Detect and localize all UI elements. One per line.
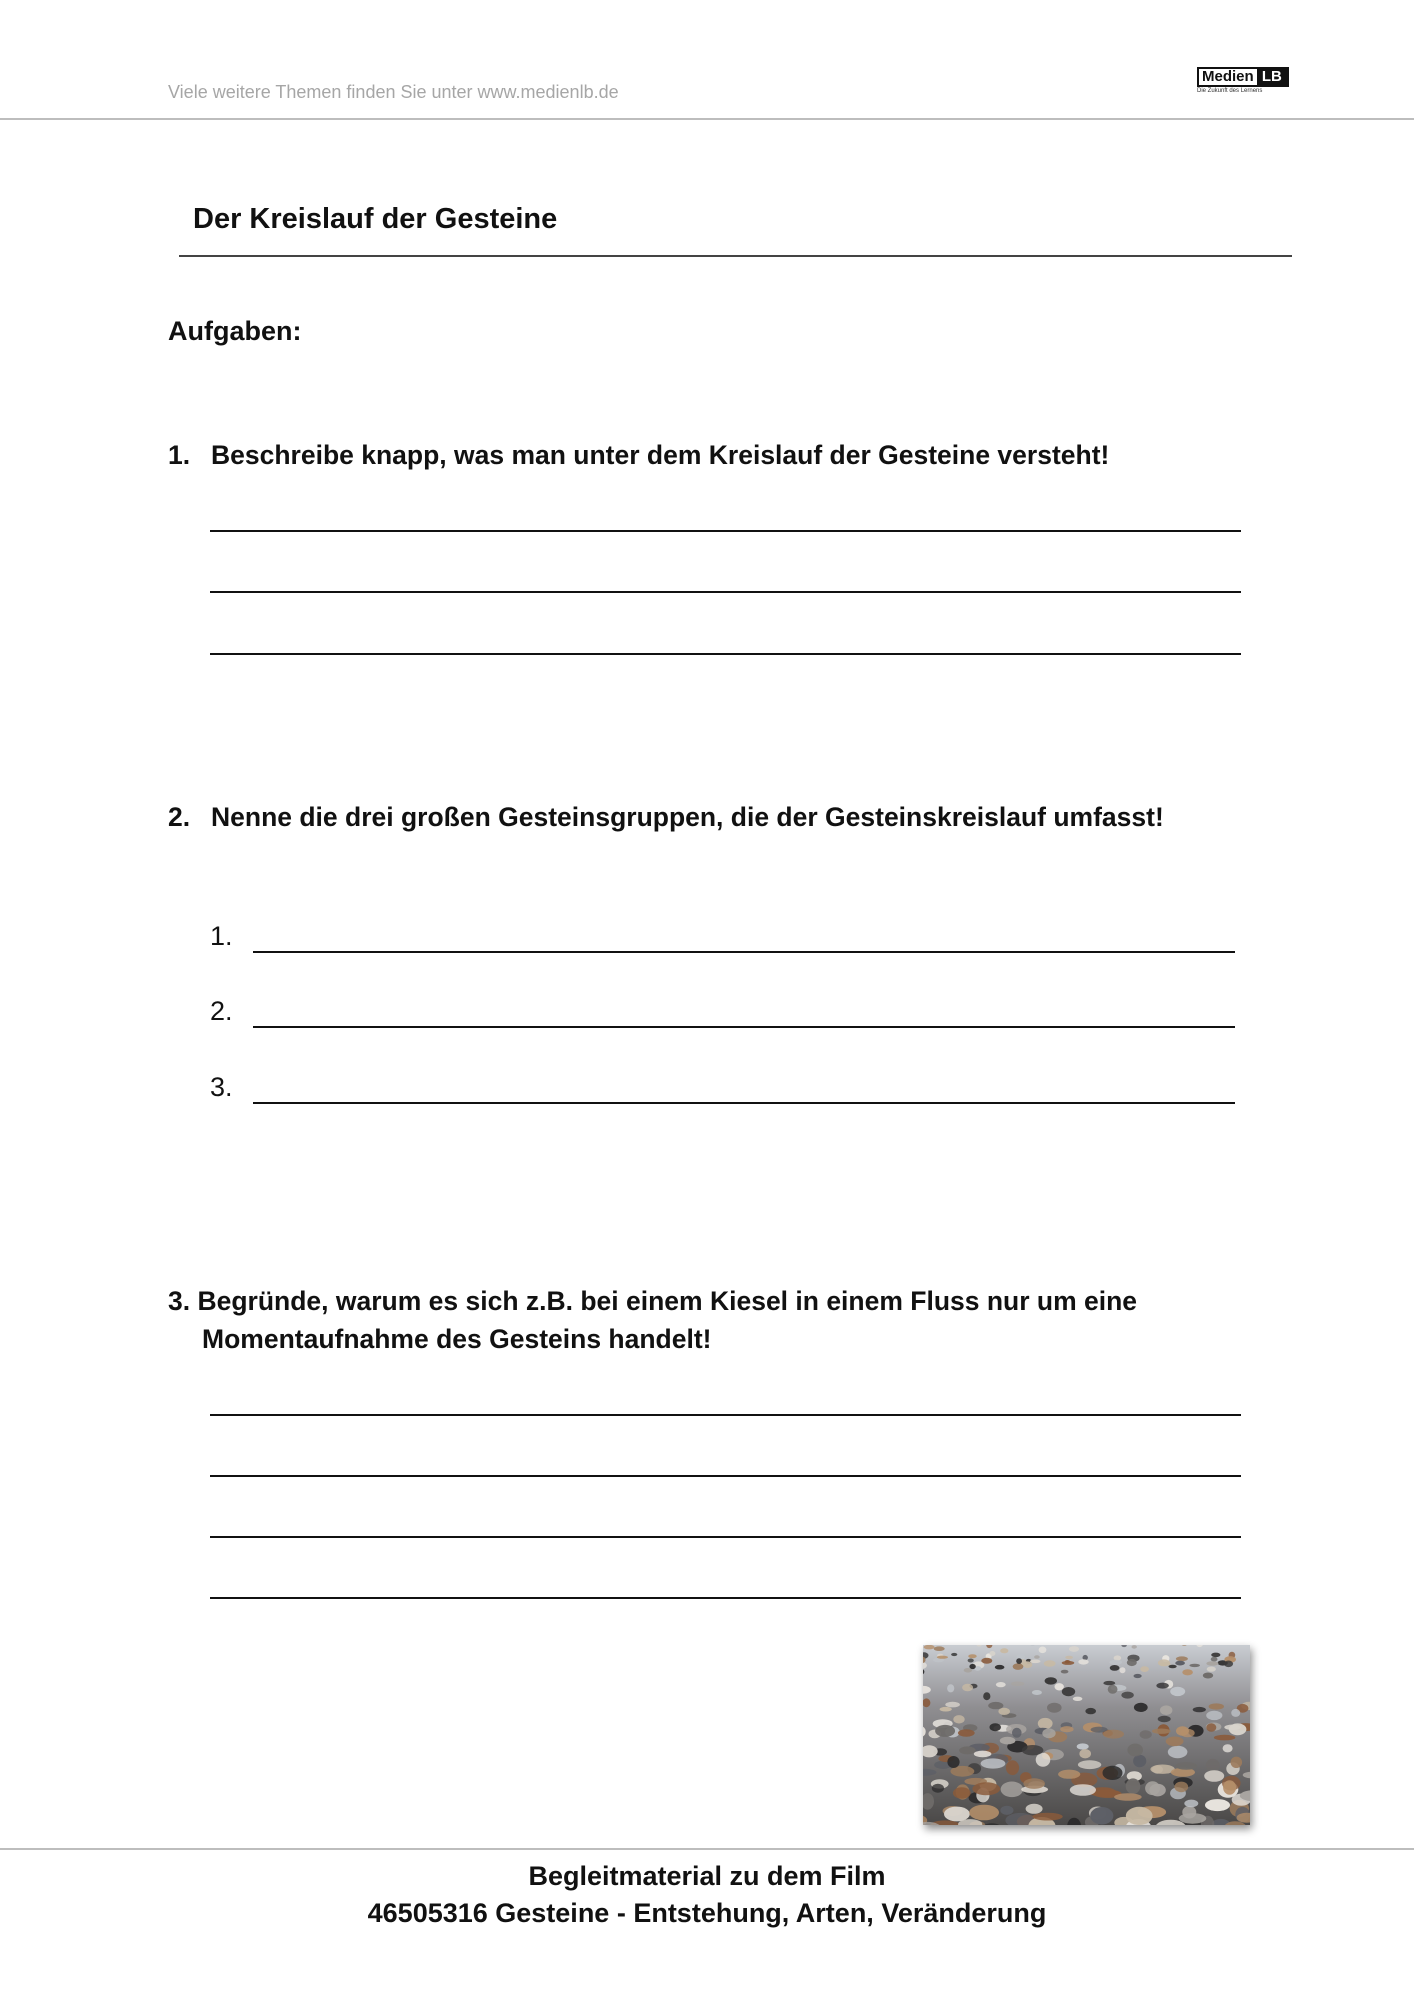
pebble-shape [1127, 1744, 1143, 1757]
answer-line[interactable] [210, 653, 1241, 655]
pebble-shape [1110, 1665, 1120, 1671]
pebble-shape [1205, 1799, 1230, 1811]
pebble-shape [1176, 1726, 1189, 1735]
header-website-text: Viele weitere Themen finden Sie unter www.medienlb.de [168, 82, 619, 102]
pebble-shape [1055, 1683, 1064, 1690]
pebble-shape [1203, 1673, 1213, 1679]
pebble-shape [959, 1746, 976, 1754]
pebble-shape [1085, 1708, 1096, 1714]
pebble-shape [1120, 1667, 1126, 1673]
pebble-shape [1032, 1690, 1042, 1695]
pebble-shape [1207, 1667, 1216, 1672]
pebble-shape [1224, 1661, 1233, 1668]
answer-line[interactable] [210, 1536, 1241, 1538]
pebble-shape [1013, 1663, 1024, 1670]
pebble-shape [1034, 1655, 1040, 1659]
pebble-shape [1030, 1660, 1041, 1664]
pebble-shape [1140, 1730, 1152, 1739]
pebble-shape [1022, 1745, 1044, 1755]
answer-line[interactable] [253, 1102, 1235, 1104]
pebble-shape [1058, 1770, 1080, 1779]
pebble-shape [1033, 1813, 1063, 1821]
pebble-shape [1061, 1670, 1069, 1674]
pebbles-photo [923, 1645, 1250, 1825]
pebble-shape [945, 1702, 960, 1708]
question-2-number: 2. [168, 802, 191, 832]
logo-medien-text: Medien [1199, 69, 1257, 85]
pebble-shape [1132, 1645, 1137, 1649]
pebble-shape [1000, 1648, 1008, 1653]
pebble-shape [1062, 1687, 1075, 1696]
pebble-shape [1168, 1746, 1188, 1758]
pebble-shape [924, 1645, 935, 1649]
pebble-shape [1184, 1800, 1198, 1808]
pebble-shape [1038, 1718, 1053, 1729]
pebble-shape [1065, 1660, 1070, 1663]
footer-line-2: 46505316 Gesteine - Entstehung, Arten, Veränderung [367, 1898, 1047, 1928]
pebble-shape [1134, 1674, 1142, 1678]
answer-line[interactable] [210, 1414, 1241, 1416]
pebble-shape [1160, 1705, 1172, 1715]
pebble-shape [1000, 1806, 1013, 1815]
pebble-shape [1209, 1703, 1224, 1709]
pebble-shape [1114, 1793, 1142, 1801]
pebble-shape [1079, 1749, 1091, 1758]
pebble-shape [983, 1692, 990, 1700]
pebble-shape [1042, 1728, 1055, 1738]
pebble-shape [1103, 1730, 1124, 1739]
pebble-shape [1077, 1743, 1089, 1749]
pebble-shape [968, 1654, 976, 1658]
pebble-shape [1166, 1737, 1184, 1747]
pebble-shape [1158, 1716, 1171, 1722]
pebble-shape [940, 1707, 952, 1712]
answer-line[interactable] [210, 1475, 1241, 1477]
question-3-text-line1: Begründe, warum es sich z.B. bei einem Kiesel in einem Fluss nur um eine [197, 1286, 1138, 1316]
pebble-shape [1047, 1703, 1062, 1713]
pebble-shape [962, 1684, 973, 1691]
pebble-shape [1103, 1681, 1115, 1685]
pebble-shape [1108, 1685, 1118, 1694]
pebble-shape [1001, 1782, 1024, 1798]
pebble-shape [1145, 1781, 1160, 1795]
pebble-shape [1012, 1728, 1022, 1738]
pebble-shape [1214, 1735, 1235, 1741]
logo-lb-text: LB [1257, 69, 1287, 85]
pebble-shape [1182, 1669, 1193, 1675]
pebble-shape [1006, 1760, 1019, 1775]
pebble-shape [1158, 1659, 1170, 1666]
pebble-shape [1189, 1664, 1200, 1667]
pebble-shape [932, 1784, 944, 1793]
pebble-shape [1103, 1766, 1123, 1780]
pebble-shape [1065, 1656, 1073, 1659]
pebble-shape [998, 1708, 1010, 1715]
answer-item-number: 1. [210, 921, 233, 951]
pebble-shape [1026, 1804, 1043, 1814]
pebble-shape [1134, 1703, 1148, 1712]
pebble-shape [1109, 1660, 1122, 1665]
answer-line[interactable] [210, 530, 1241, 532]
pebble-shape [1044, 1660, 1056, 1666]
answer-line[interactable] [210, 591, 1241, 593]
pebble-shape [953, 1787, 971, 1798]
pebble-shape [1090, 1807, 1113, 1825]
pebble-shape [1224, 1725, 1241, 1731]
pebble-shape [1231, 1709, 1240, 1717]
title-underline [179, 255, 1292, 257]
pebble-shape [1156, 1683, 1168, 1689]
answer-item-number: 2. [210, 996, 233, 1026]
pebble-shape [972, 1782, 1000, 1795]
pebble-shape [1140, 1666, 1149, 1672]
pebble-shape [1179, 1813, 1207, 1824]
pebble-shape [1231, 1757, 1243, 1768]
pebble-shape [1174, 1782, 1188, 1793]
pebble-shape [981, 1758, 1006, 1768]
question-3-number: 3. [168, 1286, 191, 1316]
pebble-shape [1170, 1687, 1185, 1696]
pebble-shape [996, 1682, 1006, 1687]
pebble-shape [1036, 1753, 1051, 1767]
pebble-shape [969, 1805, 999, 1821]
pebble-shape [964, 1668, 972, 1673]
pebble-shape [1223, 1744, 1233, 1752]
pebble-shape [934, 1646, 945, 1651]
page-title: Der Kreislauf der Gesteine [193, 203, 558, 235]
pebble-shape [1127, 1659, 1137, 1666]
medienlb-logo [1197, 67, 1289, 94]
pebble-shape [1211, 1657, 1218, 1662]
pebble-shape [1011, 1682, 1025, 1687]
answer-line[interactable] [210, 1597, 1241, 1599]
pebble-shape [1206, 1723, 1216, 1732]
pebble-shape [1126, 1778, 1141, 1794]
pebble-shape [1070, 1784, 1096, 1796]
pebble-shape [1206, 1711, 1222, 1720]
pebble-shape [989, 1651, 995, 1656]
pebble-shape [1152, 1729, 1171, 1734]
pebble-shape [969, 1664, 975, 1669]
answer-line[interactable] [253, 951, 1235, 953]
pebble-shape [947, 1756, 959, 1768]
pebble-shape [937, 1656, 948, 1659]
question-1-text: Beschreibe knapp, was man unter dem Kreislauf der Gesteine versteht! [211, 440, 1110, 470]
question-1-number: 1. [168, 440, 191, 470]
pebble-shape [1211, 1653, 1220, 1658]
pebble-shape [1069, 1646, 1079, 1652]
pebble-shape [958, 1729, 975, 1736]
footer-line-1: Begleitmaterial zu dem Film [528, 1861, 886, 1891]
pebble-shape [953, 1715, 964, 1723]
pebble-shape [947, 1684, 954, 1692]
pebble-shape [1039, 1647, 1047, 1654]
pebble-shape [1000, 1737, 1016, 1745]
pebble-shape [1204, 1770, 1224, 1782]
pebble-shape [1121, 1692, 1133, 1699]
question-3 [168, 1282, 1137, 1358]
question-2-text: Nenne die drei großen Gesteinsgruppen, die der Gesteinskreislauf umfasst! [211, 802, 1164, 832]
pebble-shape [1169, 1665, 1177, 1668]
logo-tagline: Die Zukunft des Lernens [1197, 88, 1263, 94]
pebble-shape [1175, 1762, 1197, 1770]
pebble-shape [1060, 1726, 1073, 1732]
pebble-shape [1223, 1780, 1236, 1794]
pebble-shape [1175, 1661, 1185, 1666]
pebble-shape [1193, 1707, 1206, 1712]
answer-item-number: 3. [210, 1072, 233, 1102]
pebble-shape [1133, 1755, 1146, 1768]
pebble-shape [990, 1723, 1001, 1731]
pebble-shape [1078, 1659, 1088, 1664]
pebble-shape [1206, 1759, 1220, 1772]
footer-divider [0, 1848, 1414, 1850]
answer-line[interactable] [253, 1026, 1235, 1028]
pebble-shape [1045, 1677, 1057, 1684]
header-divider [0, 118, 1414, 120]
pebble-shape [1078, 1760, 1101, 1769]
pebble-shape [935, 1725, 955, 1737]
pebble-shape [1206, 1661, 1218, 1666]
pebble-shape [1073, 1697, 1083, 1701]
pebble-shape [988, 1702, 1003, 1709]
pebble-shape [951, 1653, 957, 1656]
pebble-shape [995, 1665, 1005, 1670]
pebble-shape [1126, 1807, 1153, 1825]
tasks-heading: Aufgaben: [168, 316, 302, 346]
pebble-shape [944, 1807, 970, 1822]
pebble-shape [1016, 1658, 1022, 1664]
pebble-shape [1176, 1656, 1188, 1661]
question-3-text-line2: Momentaufnahme des Gesteins handelt! [202, 1324, 712, 1354]
pebble-shape [1023, 1778, 1045, 1789]
pebble-shape [974, 1751, 992, 1758]
pebble-shape [968, 1659, 974, 1663]
